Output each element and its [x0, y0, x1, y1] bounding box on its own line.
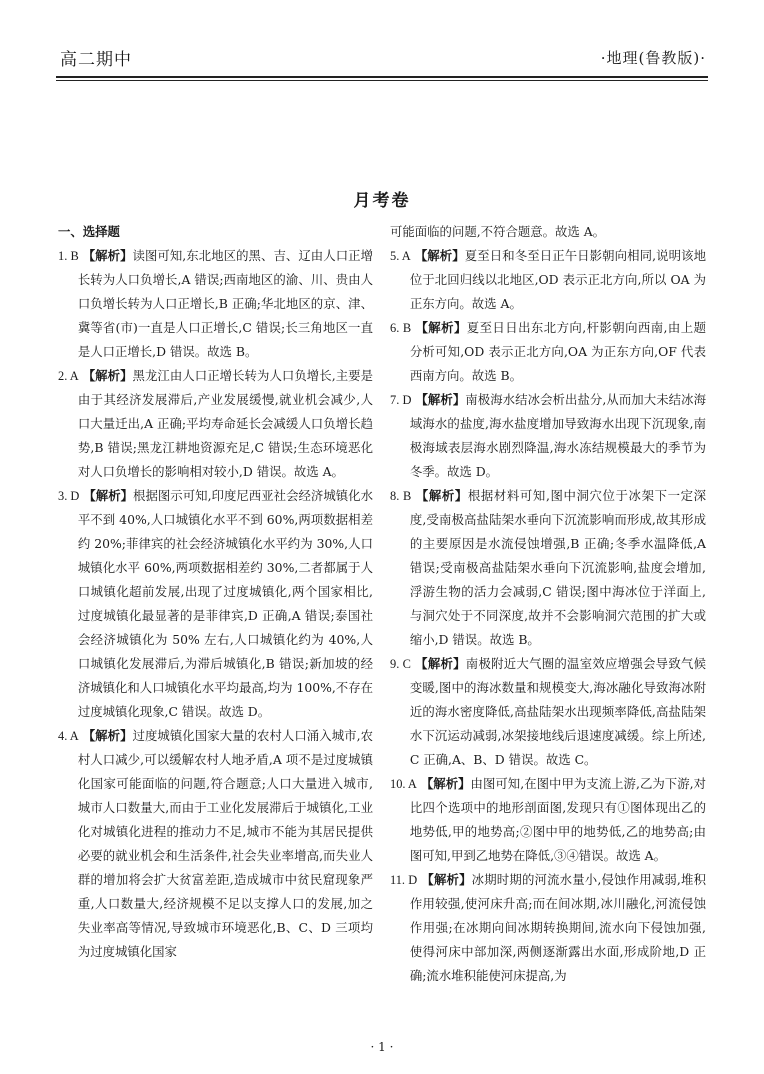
- header-rule: [56, 76, 708, 78]
- page-number: · 1 ·: [370, 1040, 394, 1054]
- analysis-tag: 【解析】: [82, 248, 133, 263]
- answer-number: 7. D: [390, 393, 412, 407]
- header-left: 高二期中: [60, 50, 132, 70]
- analysis-text: 读图可知,东北地区的黑、吉、辽由人口正增长转为人口负增长,A 错误;西南地区的渝、川、贵由人口负增长转为人口正增长,B 正确;华北地区的京、津、冀等省(市)一直是人口正增长,C 错误;长三角地区一直是人口正增长,D 错误。故选 B。: [77, 248, 373, 359]
- left-column: [58, 220, 373, 964]
- analysis-tag: 【解析】: [415, 392, 466, 407]
- answer-number: 5. A: [390, 249, 411, 263]
- analysis-text: 根据图示可知,印度尼西亚社会经济城镇化水平不到 40%,人口城镇化水平不到 60%,两项数据相差约 20%;菲律宾的社会经济城镇化水平约为 30%,人口城镇化水平 60%,两项数据相差约 30%,二者都属于人口城镇化超前发展,出现了过度城镇化,两个国家相比,过度城镇化最显著的是菲律宾,D 正确,A 错误;泰国社会经济城镇化为 50% 左右,人口城镇化约为 40%,人口城镇化发展滞后,为滞后城镇化,B 错误;新加坡的经济城镇化和人口城镇化水平均最高,均为 100%,不存在过度城镇化现象,C 错误。故选 D。: [77, 488, 373, 719]
- answer-number: 11. D: [390, 873, 418, 887]
- analysis-tag: 【解析】: [82, 368, 133, 383]
- answer-number: 9. C: [390, 657, 411, 671]
- analysis-text: 过度城镇化国家大量的农村人口涌入城市,农村人口减少,可以缓解农村人地矛盾,A 项不是过度城镇化国家可能面临的问题,符合题意;人口大量进入城市,城市人口数量大,而由于工业化发展滞后于城镇化,工业化对城镇化进程的推动力不足,城市不能为其居民提供必要的就业机会和生活条件,社会失业率增高,而失业人群的增加将会扩大贫富差距,造成城市中贫民窟现象严重,人口数量大,经济规模不足以支撑人口的发展,加之失业率高等情况,导致城市环境恶化,B、C、D 三项均为过度城镇化国家: [77, 728, 373, 959]
- analysis-text: 南极附近大气圈的温室效应增强会导致气候变暖,图中的海冰数量和规模变大,海冰融化导致海冰附近的海水密度降低,高盐陆架水出现频率降低,高盐陆架水下沉运动减弱,冰架接地线后退速度减缓。综上所述,C 正确,A、B、D 错误。故选 C。: [409, 656, 707, 767]
- analysis-tag: 【解析】: [415, 320, 467, 335]
- answer-item-3: [58, 484, 373, 724]
- analysis-tag: 【解析】: [82, 728, 133, 743]
- header-rule-thin: [56, 80, 708, 81]
- analysis-text: 夏至日日出东北方向,杆影朝向西南,由上题分析可知,OD 表示正北方向,OA 为正东方向,OF 代表西南方向。故选 B。: [409, 320, 706, 383]
- answer-number: 2. A: [58, 369, 79, 383]
- answer-number: 4. A: [58, 729, 79, 743]
- continued-text: 可能面临的问题,不符合题意。故选 A。: [390, 224, 606, 239]
- analysis-tag: 【解析】: [420, 776, 471, 791]
- answer-item-11: [390, 868, 706, 988]
- analysis-text: 根据材料可知,图中洞穴位于冰架下一定深度,受南极高盐陆架水垂向下沉流影响而形成,故其形成的主要原因是水流侵蚀增强,B 正确;冬季水温降低,A 错误;受南极高盐陆架水垂向下沉流影响,盐度会增加,浮游生物的活力会减弱,C 错误;图中海冰位于洋面上,与洞穴处于不同深度,故并不会影响洞穴范围的扩大或缩小,D 错误。故选 B。: [409, 488, 706, 647]
- right-column: [390, 220, 706, 988]
- answer-item-9: [390, 652, 706, 772]
- analysis-tag: 【解析】: [414, 248, 465, 263]
- answer-item-2: [58, 364, 373, 484]
- answer-number: 3. D: [58, 489, 80, 503]
- analysis-text: 冰期时期的河流水量小,侵蚀作用减弱,堆积作用较强,使河床升高;而在间冰期,冰川融化,河流侵蚀作用强;在冰期向间冰期转换期间,流水向下侵蚀加强,使得河床中部加深,两侧逐渐露出水面,形成阶地,D 正确;流水堆积能使河床提高,为: [409, 872, 706, 983]
- analysis-text: 南极海水结冰会析出盐分,从而加大未结冰海域海水的盐度,海水盐度增加导致海水出现下沉现象,南极海域表层海水剧烈降温,海水冻结规模最大的季节为冬季。故选 D。: [409, 392, 706, 479]
- answer-number: 8. B: [390, 489, 412, 503]
- answer-item-10: [390, 772, 706, 868]
- analysis-tag: 【解析】: [415, 656, 466, 671]
- analysis-text: 夏至日和冬至日正午日影朝向相同,说明该地位于北回归线以北地区,OD 表示正北方向,所以 OA 为正东方向。故选 A。: [409, 248, 707, 311]
- answer-item-6: [390, 316, 706, 388]
- answer-number: 6. B: [390, 321, 412, 335]
- answer-item-4: [58, 724, 373, 964]
- page-title: 月考卷: [353, 191, 411, 211]
- analysis-tag: 【解析】: [83, 488, 134, 503]
- section-heading: 一、选择题: [58, 224, 120, 239]
- answer-item-5: [390, 244, 706, 316]
- answer-number: 1. B: [58, 249, 79, 263]
- analysis-tag: 【解析】: [415, 488, 468, 503]
- answer-item-7: [390, 388, 706, 484]
- answer-item-8: [390, 484, 706, 652]
- analysis-text: 黑龙江由人口正增长转为人口负增长,主要是由于其经济发展滞后,产业发展缓慢,就业机会减少,人口大量迁出,A 正确;平均寿命延长会减缓人口负增长趋势,B 错误;黑龙江耕地资源充足,C 错误;生态环境恶化对人口负增长的影响相对较小,D 错误。故选 A。: [77, 368, 373, 479]
- header-right: ·地理(鲁教版)·: [600, 49, 706, 67]
- answer-number: 10. A: [390, 777, 417, 791]
- answer-item-1: [58, 244, 373, 364]
- analysis-text: 由图可知,在图中甲为支流上游,乙为下游,对比四个选项中的地形剖面图,发现只有①图体现出乙的地势低,甲的地势高;②图中甲的地势低,乙的地势高;由图可知,甲到乙地势在降低,③④错误。故选 A。: [409, 776, 706, 863]
- analysis-tag: 【解析】: [421, 872, 472, 887]
